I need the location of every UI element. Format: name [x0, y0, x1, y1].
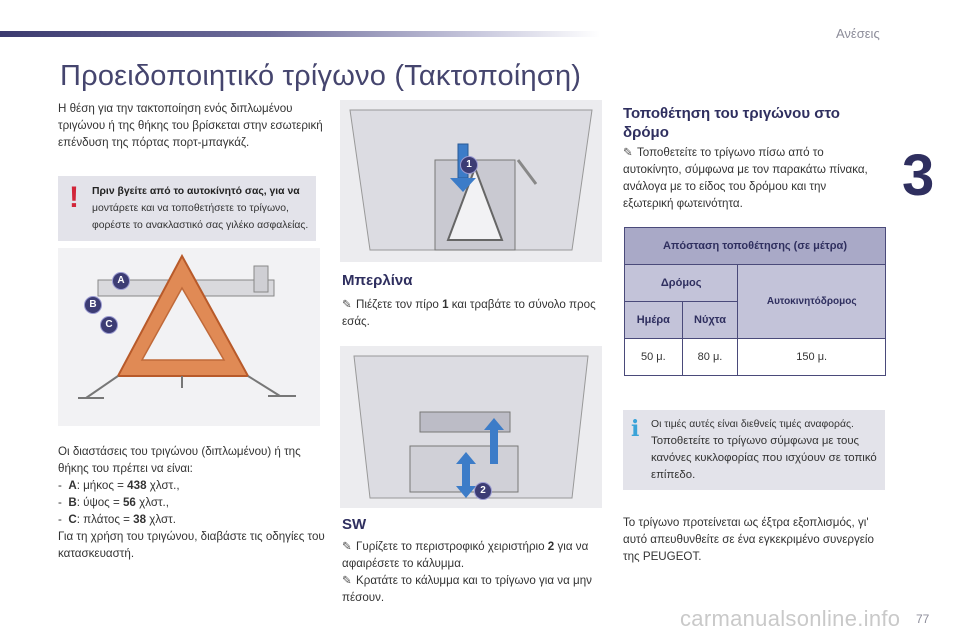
- label-b: B: [84, 296, 102, 314]
- table-road: Δρόμος: [625, 265, 738, 302]
- dimension-a: - A: μήκος = 438 χλστ.,: [58, 479, 180, 492]
- warning-bold: Πριν βγείτε από το αυτοκίνητό σας, για να: [92, 186, 300, 197]
- dimension-c: - C: πλάτος = 38 χλστ.: [58, 513, 176, 526]
- bullet-icon: ✎: [342, 540, 352, 553]
- page-title: Προειδοποιητικό τρίγωνο (Τακτοποίηση): [60, 60, 582, 92]
- bullet-icon: ✎: [623, 146, 633, 159]
- bullet-icon: ✎: [342, 574, 352, 587]
- sw-heading-wrap: [342, 516, 366, 533]
- table-day: Ημέρα: [625, 302, 683, 339]
- badge-1: 1: [460, 156, 478, 174]
- triangle-illustration: [58, 248, 320, 426]
- bullet-icon: ✎: [342, 298, 352, 311]
- warning-box: [58, 176, 316, 241]
- berlina-illustration: [340, 100, 602, 262]
- distance-table: [624, 227, 886, 376]
- sw-step-2: ✎ Κρατάτε το κάλυμμα και το τρίγωνο για να μην πέσουν.: [342, 574, 592, 604]
- footer-note: Το τρίγωνο προτείνεται ως έξτρα εξοπλισμός, γι' αυτό απευθυνθείτε σε ένα εγκεκριμένο συνεργείο της PEUGEOT.: [623, 516, 874, 563]
- table-night: Νύχτα: [682, 302, 738, 339]
- dimension-b: - B: ύψος = 56 χλστ.,: [58, 496, 169, 509]
- table-cell: 50 μ.: [625, 339, 683, 376]
- badge-2: 2: [474, 482, 492, 500]
- info-box: [623, 410, 885, 490]
- sw-illustration: [340, 346, 602, 508]
- warning-icon: !: [69, 181, 79, 214]
- sw-drawing: [340, 346, 602, 508]
- berlina-drawing: [340, 100, 602, 262]
- dimensions-outro: Για τη χρήση του τριγώνου, διαβάστε τις οδηγίες του κατασκευαστή.: [58, 530, 325, 560]
- placement-heading-wrap: [623, 104, 885, 142]
- warning-text: [92, 183, 314, 234]
- table-cell: 150 μ.: [738, 339, 886, 376]
- info-icon: i: [631, 416, 640, 442]
- warning-body: μοντάρετε και να τοποθετήσετε το τρίγωνο, φορέστε το ανακλαστικό σας γιλέκο ασφαλείας.: [92, 203, 309, 231]
- dimensions-intro: Οι διαστάσεις του τριγώνου (διπλωμένου) ή της θήκης του πρέπει να είναι:: [58, 445, 301, 475]
- table-cell: 80 μ.: [682, 339, 738, 376]
- section-title: Ανέσεις: [836, 26, 880, 41]
- intro-text: Η θέση για την τακτοποίηση ενός διπλωμένου τριγώνου ή της θήκης του βρίσκεται στην εσωτερική επένδυση της πόρτας πορτ-μπαγκάζ.: [58, 102, 323, 149]
- sw-heading: SW: [342, 516, 367, 533]
- sw-step-1: ✎ Γυρίζετε το περιστροφικό χειριστήριο 2 για να αφαιρέσετε το κάλυμμα.: [342, 540, 589, 570]
- berlina-heading: Μπερλίνα: [342, 272, 413, 289]
- berlina-heading-wrap: [342, 272, 412, 289]
- label-c: C: [100, 316, 118, 334]
- page-number: 77: [916, 612, 930, 626]
- dimensions-block: [58, 443, 326, 562]
- placement-heading: Τοποθέτηση του τριγώνου στο δρόμο: [623, 105, 840, 141]
- table-title: Απόσταση τοποθέτησης (σε μέτρα): [625, 228, 886, 265]
- info-text: Οι τιμές αυτές είναι διεθνείς τιμές αναφοράς. Τοποθετείτε το τρίγωνο σύμφωνα με τους κανόνες κυκλοφορίας που ισχύουν σε τοπικό επίπεδο.: [651, 419, 877, 481]
- placement-step: ✎ Τοποθετείτε το τρίγωνο πίσω από το αυτοκίνητο, σύμφωνα με τον παρακάτω πίνακα, ανάλογα με το είδος του δρόμου και την εξωτερική φωτεινότητα.: [623, 146, 868, 210]
- berlina-step: ✎ Πιέζετε τον πίρο 1 και τραβάτε το σύνολο προς εσάς.: [342, 298, 596, 328]
- header-bar: [0, 31, 600, 37]
- table-highway: Αυτοκινητόδρομος: [738, 265, 886, 339]
- triangle-drawing: [58, 248, 320, 426]
- chapter-number: 3: [902, 143, 935, 208]
- watermark: carmanualsonline.info: [680, 606, 901, 631]
- label-a: A: [112, 272, 130, 290]
